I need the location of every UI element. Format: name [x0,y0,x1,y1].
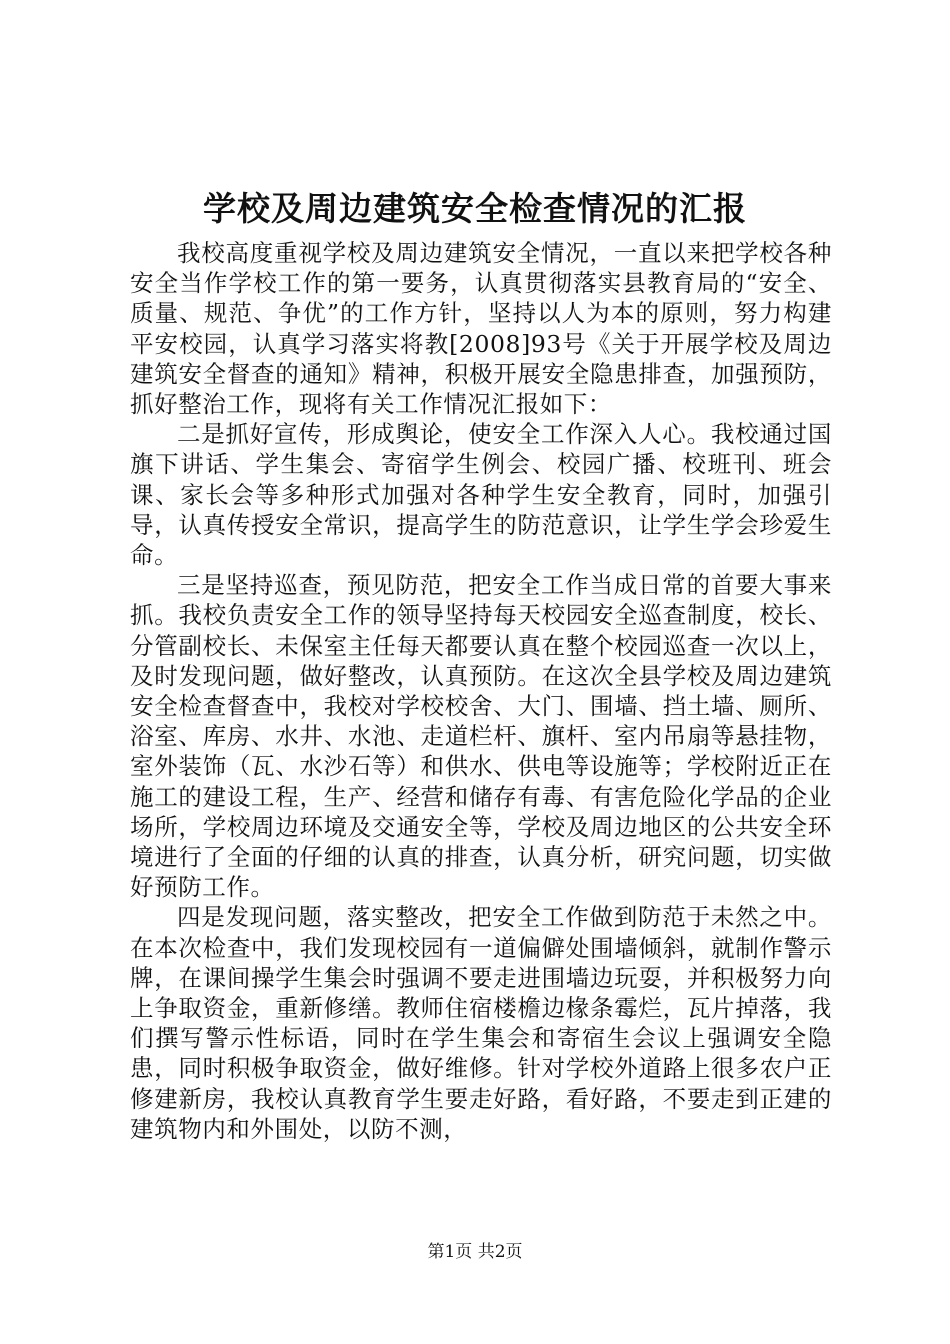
page-footer: 第1页 共2页 [427,1242,523,1262]
paragraph-intro: 我校高度重视学校及周边建筑安全情况，一直以来把学校各种安全当作学校工作的第一要务，认真贯彻落实县教育局的“安全、质量、规范、争优”的工作方针，坚持以人为本的原则，努力构建平安校园，认真学习落实将教[2008]93号《关于开展学校及周边建筑安全督查的通知》精神，积极开展安全隐患排查，加强预防，抓好整治工作，现将有关工作情况汇报如下： [130,239,832,419]
document-title: 学校及周边建筑安全检查情况的汇报 [203,189,747,228]
paragraph-rectification: 四是发现问题，落实整改，把安全工作做到防范于未然之中。在本次检查中，我们发现校园有一道偏僻处围墙倾斜，就制作警示牌，在课间操学生集会时强调不要走进围墙边玩耍，并积极努力向上争取资金，重新修缮。教师住宿楼檐边椽条霉烂，瓦片掉落，我们撰写警示性标语，同时在学生集会和寄宿生会议上强调安全隐患，同时积极争取资金，做好维修。针对学校外道路上很多农户正修建新房，我校认真教育学生要走好路，看好路，不要走到正建的建筑物内和外围处，以防不测， [130,903,832,1143]
paragraph-inspection: 三是坚持巡查，预见防范，把安全工作当成日常的首要大事来抓。我校负责安全工作的领导坚持每天校园安全巡查制度，校长、分管副校长、未保室主任每天都要认真在整个校园巡查一次以上，及时发现问题，做好整改，认真预防。在这次全县学校及周边建筑安全检查督查中，我校对学校校舍、大门、围墙、挡土墙、厕所、浴室、库房、水井、水池、走道栏杆、旗杆、室内吊扇等悬挂物，室外装饰（瓦、水沙石等）和供水、供电等设施等；学校附近正在施工的建设工程，生产、经营和储存有毒、有害危险化学品的企业场所，学校周边环境及交通安全等，学校及周边地区的公共安全环境进行了全面的仔细的认真的排查，认真分析，研究问题，切实做好预防工作。 [130,571,832,902]
paragraph-publicity: 二是抓好宣传，形成舆论，使安全工作深入人心。我校通过国旗下讲话、学生集会、寄宿学生例会、校园广播、校班刊、班会课、家长会等多种形式加强对各种学生安全教育，同时，加强引导，认真传授安全常识，提高学生的防范意识，让学生学会珍爱生命。 [130,420,832,570]
document-body [130,238,832,1144]
